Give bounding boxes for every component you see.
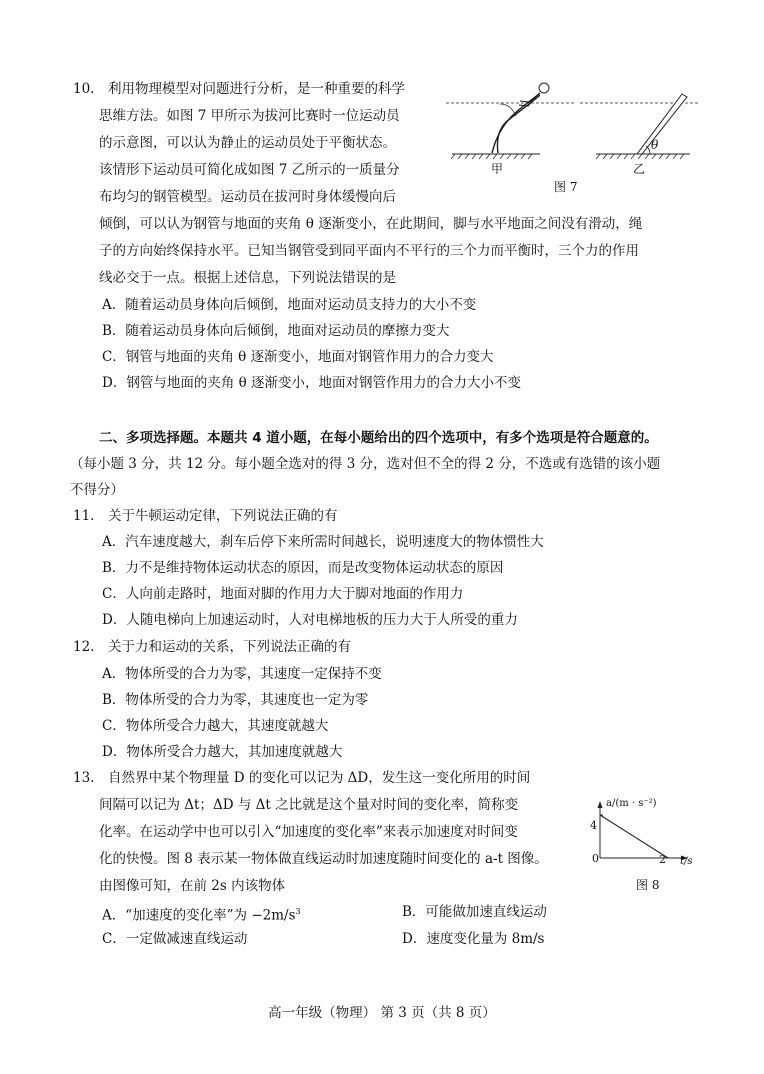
theta-label: θ	[651, 138, 659, 152]
x-axis-label: t/s	[680, 856, 693, 867]
y-tick-label: 4	[590, 819, 597, 832]
y-axis-arrow	[598, 801, 603, 808]
q10-line-8: 线必交于一点。根据上述信息，下列说法错误的是	[99, 270, 396, 286]
section-2-scoring: （每小题 3 分，共 12 分。每小题全选对的得 3 分，选对但不全的得 2 分，不选或有选错的该小题	[70, 456, 661, 472]
q11-option-c: C．人向前走路时，地面对脚的作用力大于脚对地面的作用力	[102, 586, 464, 602]
q11-stem: 11. 关于牛顿运动定律，下列说法正确的有	[73, 508, 338, 524]
q10-line-5: 布均匀的钢管模型。运动员在拔河时身体缓慢向后	[99, 189, 396, 205]
q10-line-1: 10. 利用物理模型对问题进行分析，是一种重要的科学	[73, 81, 405, 97]
section-2-heading: 二、多项选择题。本题共 4 道小题，在每小题给出的四个选项中，有多个选项是符合题意的。	[99, 430, 658, 446]
figure-7-label-jia: 甲	[491, 162, 504, 176]
q10-line-6: 倾倒，可以认为钢管与地面的夹角 θ 逐渐变小，在此期间，脚与水平地面之间没有滑动，绳	[99, 216, 643, 232]
q12-option-a: A．物体所受的合力为零，其速度一定保持不变	[102, 666, 382, 682]
figure-7-label-yi: 乙	[633, 162, 646, 176]
q13-line-5: 由图像可知，在前 2s 内该物体	[99, 878, 286, 894]
page-footer: 高一年级（物理） 第 3 页（共 8 页）	[268, 1005, 496, 1021]
q10-option-c: C．钢管与地面的夹角 θ 逐渐变小，地面对钢管作用力的合力变大	[102, 349, 494, 365]
q11-option-d: D．人随电梯向上加速运动时，人对电梯地板的压力大于人所受的重力	[102, 612, 518, 628]
q13-option-b: B．可能做加速直线运动	[402, 904, 547, 920]
q12-option-d: D．物体所受合力越大，其加速度就越大	[102, 744, 343, 760]
q13-option-d: D．速度变化量为 8m/s	[402, 931, 545, 947]
origin-label: 0	[592, 852, 599, 865]
y-axis-label: a/(m · s⁻²)	[606, 798, 657, 809]
q12-option-b: B．物体所受的合力为零，其速度也一定为零	[102, 692, 369, 708]
figure-8-caption: 图 8	[636, 878, 660, 892]
x-tick-label: 2	[659, 853, 666, 866]
q10-line-2: 思维方法。如图 7 甲所示为拔河比赛时一位运动员	[99, 108, 400, 124]
q13-option-c: C．一定做减速直线运动	[102, 931, 248, 947]
q12-option-c: C．物体所受合力越大，其速度就越大	[102, 718, 329, 734]
q10-line-4: 该情形下运动员可简化成如图 7 乙所示的一质量分	[99, 162, 400, 178]
q11-option-b: B．力不是维持物体运动状态的原因，而是改变物体运动状态的原因	[102, 560, 504, 576]
figure-7-caption: 图 7	[554, 180, 578, 194]
q10-line-7: 子的方向始终保持水平。已知当钢管受到同平面内不平行的三个力而平衡时，三个力的作用	[99, 243, 639, 259]
q13-line-2: 间隔可以记为 Δt；ΔD 与 Δt 之比就是这个量对时间的变化率，简称变	[99, 797, 519, 813]
q10-option-a: A．随着运动员身体向后倾倒，地面对运动员支持力的大小不变	[102, 297, 477, 313]
q10-option-b: B．随着运动员身体向后倾倒，地面对运动员的摩擦力变大	[102, 323, 450, 339]
q10-option-d: D．钢管与地面的夹角 θ 逐渐变小，地面对钢管作用力的合力大小不变	[102, 375, 522, 391]
q12-stem: 12. 关于力和运动的关系，下列说法正确的有	[73, 639, 351, 655]
q11-option-a: A．汽车速度越大，刹车后停下来所需时间越长，说明速度大的物体惯性大	[102, 534, 544, 550]
q13-line-4: 化的快慢。图 8 表示某一物体做直线运动时加速度随时间变化的 a-t 图像。	[99, 851, 548, 867]
section-2-scoring-end: 不得分）	[70, 482, 124, 498]
q10-line-3: 的示意图，可以认为静止的运动员处于平衡状态。	[99, 135, 396, 151]
q13-option-a: A．“加速度的变化率”为 $-2m/s^3$	[102, 907, 301, 924]
series-line-segment	[600, 815, 668, 858]
q13-line-1: 13. 自然界中某个物理量 D 的变化可以记为 ΔD，发生这一变化所用的时间	[73, 770, 531, 786]
q13-line-3: 化率。在运动学中也可以引入“加速度的变化率”来表示加速度对时间变	[99, 824, 518, 840]
